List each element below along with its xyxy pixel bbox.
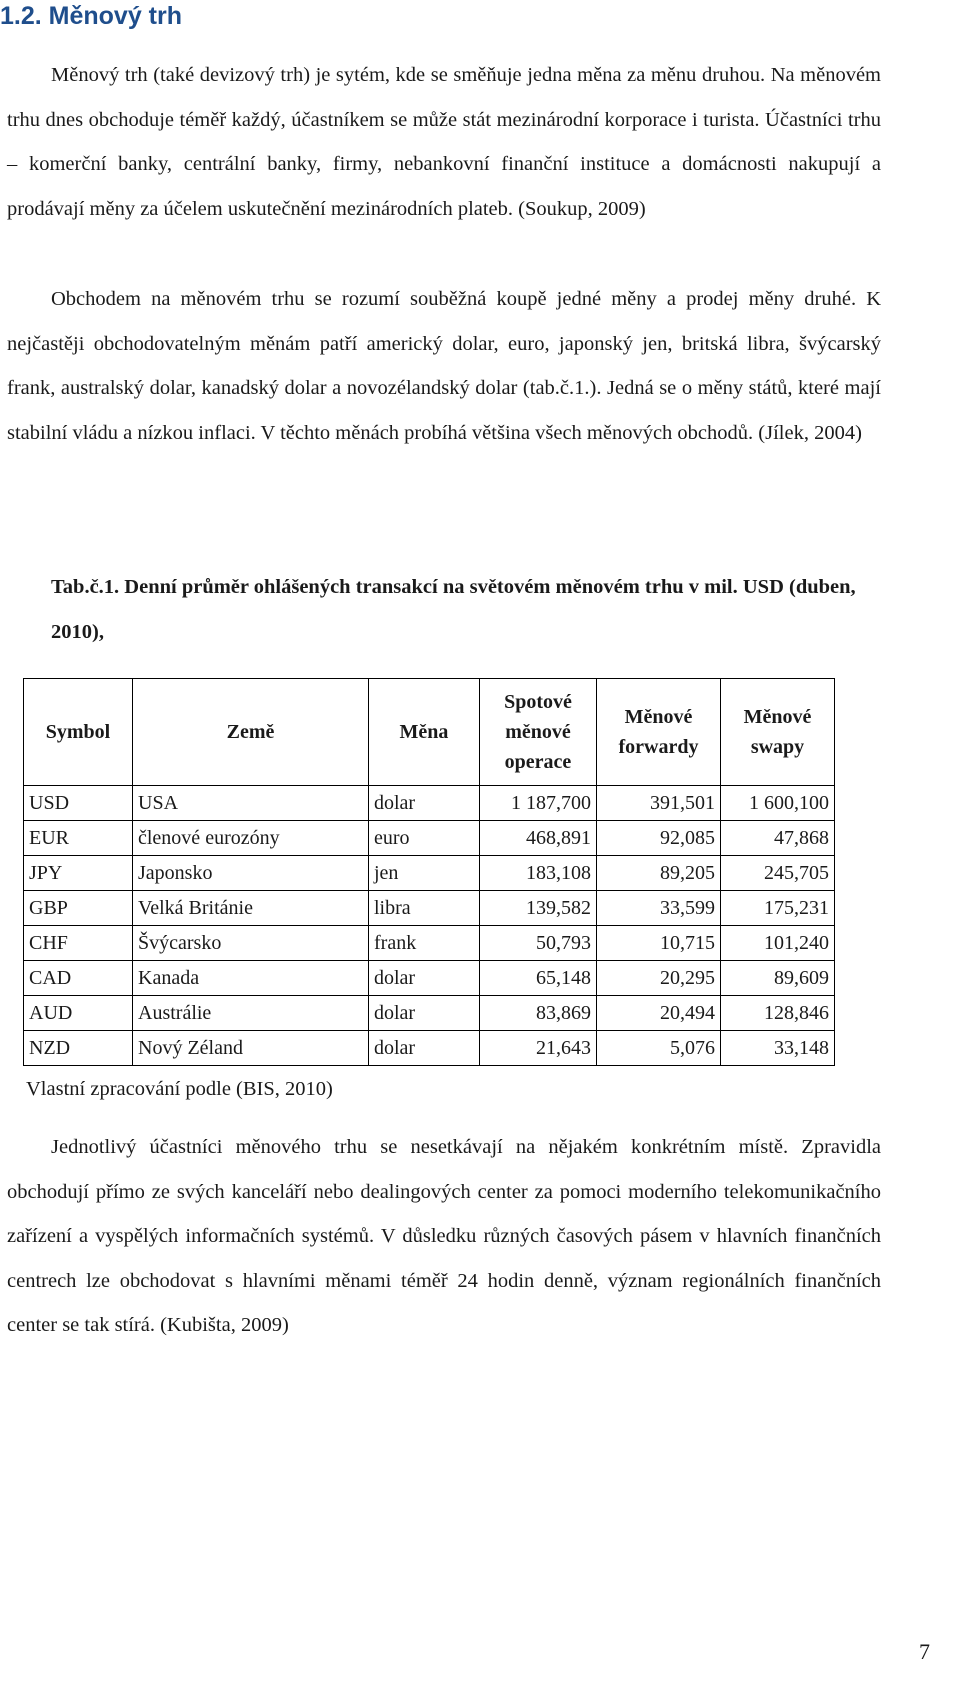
table-caption: Tab.č.1. Denní průměr ohlášených transakcí na světovém měnovém trhu v mil. USD (duben, 2010), xyxy=(51,576,856,643)
paragraph-participants: Jednotlivý účastníci měnového trhu se nesetkávají na nějakém konkrétním místě. Zpravidla obchodují přímo ze svých kanceláří nebo dealingových center za pomoci moderního telekomunikačního zařízení a vyspělých informačních systémů. V důsledku různých časových pásem v hlavních finančních centrech lze obchodovat s hlavními měnami téměř 24 hodin denně, význam regionálních finančních center se tak stírá. (Kubišta, 2009) xyxy=(7,1136,881,1336)
cell-currency: libra xyxy=(369,891,480,926)
cell-country: USA xyxy=(133,786,369,821)
cell-country: Velká Británie xyxy=(133,891,369,926)
header-swap: Měnové swapy xyxy=(721,679,835,786)
cell-currency: dolar xyxy=(369,996,480,1031)
cell-country: Švýcarsko xyxy=(133,926,369,961)
cell-spot: 1 187,700 xyxy=(480,786,597,821)
cell-country: Austrálie xyxy=(133,996,369,1031)
cell-currency: dolar xyxy=(369,961,480,996)
header-currency: Měna xyxy=(369,679,480,786)
cell-forward: 89,205 xyxy=(597,856,721,891)
table-row xyxy=(24,821,835,856)
table-row xyxy=(24,1031,835,1066)
cell-spot: 50,793 xyxy=(480,926,597,961)
cell-symbol: CAD xyxy=(24,961,133,996)
cell-country: Japonsko xyxy=(133,856,369,891)
cell-spot: 468,891 xyxy=(480,821,597,856)
table-row xyxy=(24,961,835,996)
cell-forward: 20,494 xyxy=(597,996,721,1031)
cell-forward: 5,076 xyxy=(597,1031,721,1066)
cell-forward: 391,501 xyxy=(597,786,721,821)
page-number: 7 xyxy=(919,1639,930,1664)
cell-symbol: CHF xyxy=(24,926,133,961)
cell-symbol: GBP xyxy=(24,891,133,926)
cell-spot: 21,643 xyxy=(480,1031,597,1066)
cell-spot: 83,869 xyxy=(480,996,597,1031)
section-heading: 1.2. Měnový trh xyxy=(0,2,182,30)
paragraph-intro: Měnový trh (také devizový trh) je sytém, kde se směňuje jedna měna za měnu druhou. Na měnovém trhu dnes obchoduje téměř každý, účastníkem se může stát mezinárodní korporace i turista. Účastníci trhu – komerční banky, centrální banky, firmy, nebankovní finanční instituce a domácnosti nakupují a prodávají měny za účelem uskutečnění mezinárodních plateb. (Soukup, 2009) xyxy=(7,64,881,220)
header-country: Země xyxy=(133,679,369,786)
cell-spot: 65,148 xyxy=(480,961,597,996)
cell-swap: 245,705 xyxy=(721,856,835,891)
cell-symbol: NZD xyxy=(24,1031,133,1066)
cell-currency: dolar xyxy=(369,1031,480,1066)
cell-swap: 89,609 xyxy=(721,961,835,996)
table-row xyxy=(24,856,835,891)
cell-country: Kanada xyxy=(133,961,369,996)
table-row xyxy=(24,926,835,961)
cell-swap: 175,231 xyxy=(721,891,835,926)
cell-spot: 139,582 xyxy=(480,891,597,926)
cell-swap: 101,240 xyxy=(721,926,835,961)
cell-currency: frank xyxy=(369,926,480,961)
cell-swap: 1 600,100 xyxy=(721,786,835,821)
cell-symbol: JPY xyxy=(24,856,133,891)
header-symbol: Symbol xyxy=(24,679,133,786)
currency-transactions-table xyxy=(23,678,835,1066)
cell-forward: 10,715 xyxy=(597,926,721,961)
cell-symbol: USD xyxy=(24,786,133,821)
cell-spot: 183,108 xyxy=(480,856,597,891)
cell-symbol: EUR xyxy=(24,821,133,856)
cell-swap: 33,148 xyxy=(721,1031,835,1066)
table-row xyxy=(24,996,835,1031)
table-row xyxy=(24,891,835,926)
cell-currency: jen xyxy=(369,856,480,891)
cell-swap: 47,868 xyxy=(721,821,835,856)
table-source: Vlastní zpracování podle (BIS, 2010) xyxy=(26,1078,333,1100)
header-forward: Měnové forwardy xyxy=(597,679,721,786)
table-header-row xyxy=(24,679,835,786)
cell-country: členové eurozóny xyxy=(133,821,369,856)
cell-currency: dolar xyxy=(369,786,480,821)
table-row xyxy=(24,786,835,821)
cell-swap: 128,846 xyxy=(721,996,835,1031)
cell-currency: euro xyxy=(369,821,480,856)
cell-symbol: AUD xyxy=(24,996,133,1031)
cell-country: Nový Zéland xyxy=(133,1031,369,1066)
header-spot: Spotové měnové operace xyxy=(480,679,597,786)
cell-forward: 20,295 xyxy=(597,961,721,996)
cell-forward: 33,599 xyxy=(597,891,721,926)
paragraph-currencies: Obchodem na měnovém trhu se rozumí souběžná koupě jedné měny a prodej měny druhé. K nejčastěji obchodovatelným měnám patří americký dolar, euro, japonský jen, britská libra, švýcarský frank, australský dolar, kanadský dolar a novozélandský dolar (tab.č.1.). Jedná se o měny států, které mají stabilní vládu a nízkou inflaci. V těchto měnách probíhá většina všech měnových obchodů. (Jílek, 2004) xyxy=(7,288,881,444)
table-body xyxy=(24,786,835,1066)
cell-forward: 92,085 xyxy=(597,821,721,856)
